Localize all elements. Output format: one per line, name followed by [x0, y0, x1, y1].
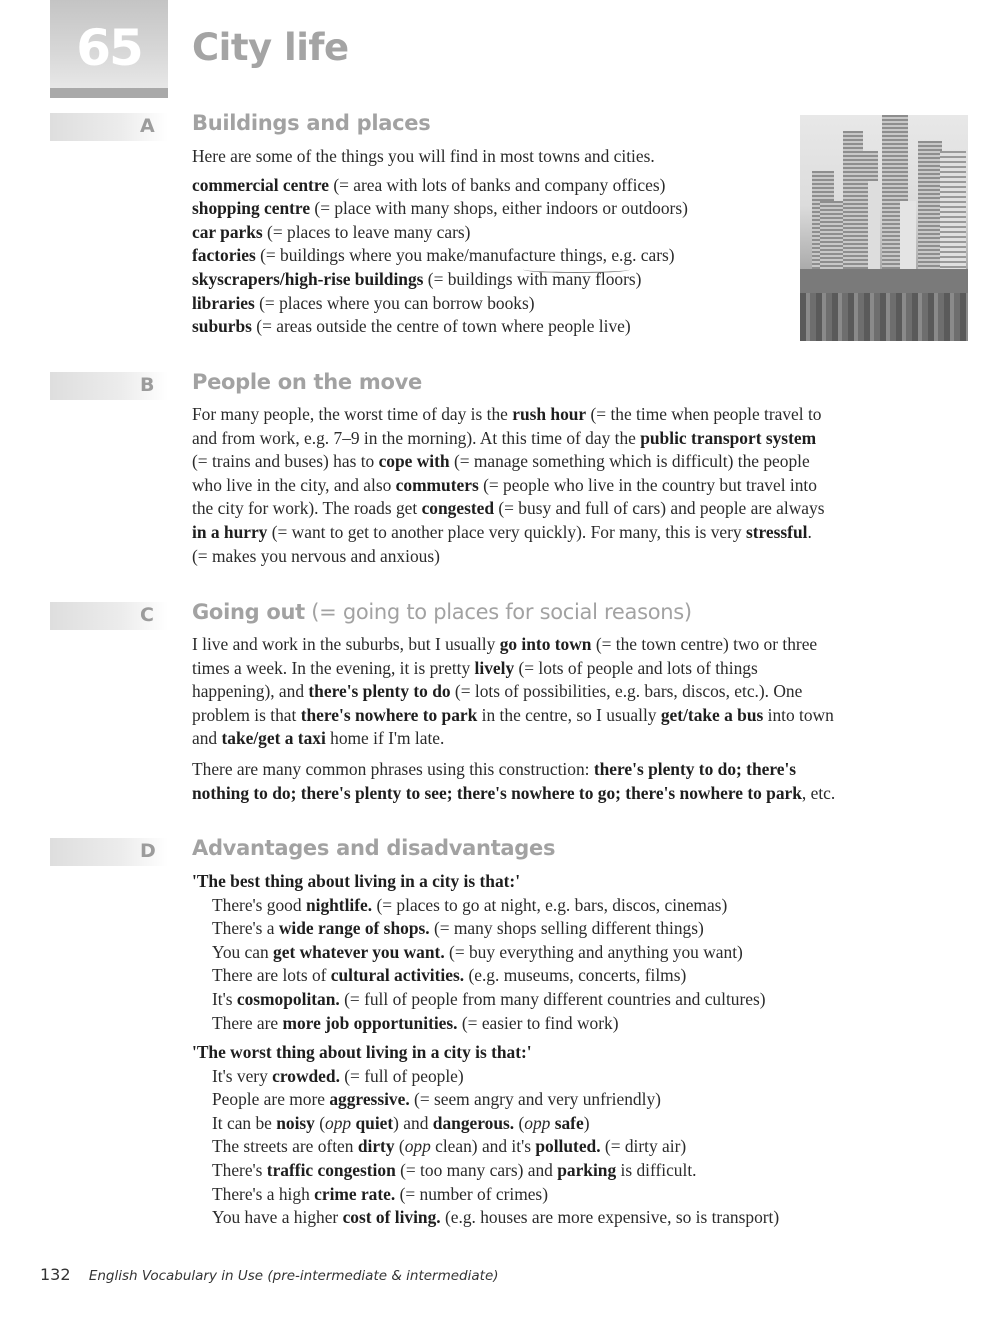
key-term: take/get a taxi	[221, 728, 326, 749]
key-term: dangerous.	[432, 1112, 515, 1133]
section-c-letter: C	[140, 604, 154, 626]
key-term: traffic congestion	[266, 1159, 396, 1180]
section-c-paragraph-2	[192, 758, 835, 805]
text-run: (= full of people)	[339, 1065, 464, 1086]
key-term: in a hurry	[192, 521, 268, 542]
section-d-heading: Advantages and disadvantages	[192, 836, 556, 860]
text-run: There's	[212, 1159, 267, 1180]
vocab-term: commercial centre	[192, 174, 329, 195]
key-term: rush hour	[512, 404, 587, 424]
book-title: English Vocabulary in Use (pre-intermediate & intermediate)	[88, 1268, 499, 1284]
vocab-item	[192, 315, 688, 339]
text-run: , etc.	[801, 782, 836, 803]
key-term: wide range of shops.	[278, 918, 430, 939]
key-term: parking	[557, 1159, 617, 1180]
text-run: (= seem angry and very unfriendly)	[409, 1089, 661, 1110]
key-term: there's plenty to do	[308, 681, 451, 702]
text-run: I live and work in the suburbs, but I usually	[192, 634, 500, 654]
pen-underline-mark	[523, 266, 630, 273]
section-d-best	[192, 870, 766, 1035]
text-run: It can be	[212, 1112, 277, 1133]
text-run: who live in the city, and also	[192, 474, 396, 495]
section-a-heading: Buildings and places	[192, 111, 431, 135]
text-run: The streets are often	[212, 1136, 358, 1157]
text-run: (= the time when people travel to	[586, 404, 822, 424]
city-skyline-photo	[800, 115, 968, 341]
disadvantage-item	[212, 1206, 779, 1230]
text-run: clean) and it's	[430, 1136, 536, 1157]
text-run: You have a higher	[212, 1207, 343, 1228]
section-a-intro: Here are some of the things you will find in most towns and cities.	[192, 146, 655, 166]
text-run: (= places to go at night, e.g. bars, discos, cinemas)	[372, 894, 728, 915]
text-run: (= trains and buses) has to	[192, 451, 379, 472]
text-run: For many people, the worst time of day is the	[192, 404, 513, 424]
section-c-paragraph-1	[192, 633, 834, 751]
text-run: There's a high	[212, 1183, 315, 1204]
text-run: into town	[763, 704, 834, 725]
page-footer	[40, 1265, 499, 1284]
key-term: public transport system	[640, 427, 817, 448]
section-d-letter: D	[140, 840, 156, 862]
section-b-body	[192, 403, 824, 568]
unit-number: 65	[76, 19, 142, 77]
text-run: People are more	[212, 1089, 330, 1110]
vocab-item	[192, 174, 688, 198]
text-run: (= makes you nervous and anxious)	[192, 545, 440, 566]
text-run: (= easier to find work)	[457, 1012, 619, 1033]
section-a-list	[192, 174, 688, 339]
text-run: There's a	[212, 918, 279, 939]
vocab-term: factories	[192, 245, 256, 266]
key-term: cope with	[378, 451, 450, 472]
paragraph-line	[192, 427, 824, 451]
advantage-item	[212, 894, 766, 918]
text-run: happening), and	[192, 681, 309, 702]
text-run: (= people who live in the country but travel into	[478, 474, 817, 495]
text-run: (= lots of possibilities, e.g. bars, discos, etc.). One	[450, 681, 803, 702]
key-term: congested	[421, 498, 495, 519]
text-run: It's very	[212, 1065, 273, 1086]
text-run: (= too many cars) and	[395, 1159, 558, 1180]
paragraph-line	[192, 521, 824, 545]
disadvantage-item	[212, 1159, 779, 1183]
text-run: There are	[212, 1012, 283, 1033]
unit-number-box	[50, 0, 168, 98]
vocab-item	[192, 292, 688, 316]
key-term: polluted.	[535, 1136, 601, 1157]
paragraph-line	[192, 633, 834, 657]
text-run: (	[394, 1136, 405, 1157]
vocab-definition: (= places where you can borrow books)	[254, 292, 535, 313]
vocab-definition: (= area with lots of banks and company offices)	[328, 174, 666, 195]
section-c-heading	[192, 600, 692, 624]
key-term: there's nowhere to park	[300, 704, 478, 725]
section-c-heading-title: Going out	[192, 600, 305, 624]
advantage-item	[212, 941, 766, 965]
text-run: (	[514, 1112, 525, 1133]
abbreviation: opp	[325, 1112, 352, 1133]
unit-title: City life	[192, 26, 349, 69]
vocab-term: car parks	[192, 221, 263, 242]
text-run: There are lots of	[212, 965, 331, 986]
key-term: nightlife.	[305, 894, 373, 915]
text-run: (= busy and full of cars) and people are always	[494, 498, 825, 519]
key-term: quiet	[355, 1112, 394, 1133]
text-run: There's good	[212, 894, 306, 915]
key-term: crowded.	[272, 1065, 340, 1086]
text-run: and	[192, 728, 222, 749]
key-term: aggressive.	[329, 1089, 410, 1110]
paragraph-line	[192, 727, 834, 751]
key-term: cultural activities.	[330, 965, 465, 986]
key-term: get whatever you want.	[273, 941, 445, 962]
vocab-definition: (= place with many shops, either indoors or outdoors)	[310, 198, 688, 219]
key-term: there's plenty to do; there's	[593, 759, 797, 779]
text-run: It's	[212, 988, 237, 1009]
disadvantage-item	[212, 1135, 779, 1159]
key-term: commuters	[395, 474, 479, 495]
text-run: (= want to get to another place very quickly). For many, this is very	[267, 521, 746, 542]
best-intro: 'The best thing about living in a city is that:'	[192, 871, 521, 891]
text-run: ) and	[393, 1112, 433, 1133]
key-term: cosmopolitan.	[236, 988, 340, 1009]
key-term: more job opportunities.	[282, 1012, 458, 1033]
text-run: and from work, e.g. 7–9 in the morning). At this time of day the	[192, 427, 641, 448]
section-c-heading-gloss: (= going to places for social reasons)	[304, 600, 692, 624]
text-run: (= number of crimes)	[395, 1183, 548, 1204]
advantage-item	[212, 1012, 766, 1036]
text-run: You can	[212, 941, 274, 962]
vocab-definition: (= buildings where you make/manufacture things, e.g. cars)	[255, 245, 675, 266]
paragraph-line	[192, 474, 824, 498]
key-term: cost of living.	[342, 1207, 441, 1228]
paragraph-line	[192, 704, 834, 728]
vocab-item	[192, 244, 688, 268]
worst-intro: 'The worst thing about living in a city is that:'	[192, 1042, 532, 1062]
vocab-term: libraries	[192, 292, 255, 313]
disadvantage-item	[212, 1065, 779, 1089]
paragraph-line	[192, 758, 835, 782]
vocab-term: skyscrapers/high-rise buildings	[192, 268, 424, 289]
section-a-body	[192, 145, 688, 339]
section-b-heading: People on the move	[192, 370, 422, 394]
vocab-definition: (= buildings with many floors)	[423, 268, 642, 289]
text-run: .	[807, 521, 812, 542]
paragraph-line	[192, 497, 824, 521]
section-b-letter: B	[140, 374, 155, 396]
text-run: (e.g. houses are more expensive, so is transport)	[440, 1207, 780, 1228]
unit-box-bar	[50, 88, 168, 98]
advantage-item	[212, 917, 766, 941]
disadvantage-item	[212, 1112, 779, 1136]
paragraph-line	[192, 782, 835, 806]
paragraph-line	[192, 545, 824, 569]
key-term: get/take a bus	[660, 704, 764, 725]
text-run: (= buy everything and anything you want)	[444, 941, 743, 962]
text-run: in the centre, so I usually	[477, 704, 661, 725]
disadvantage-item	[212, 1183, 779, 1207]
text-run: (= manage something which is difficult) the people	[449, 451, 810, 472]
text-run: (= many shops selling different things)	[429, 918, 704, 939]
vocab-definition: (= areas outside the centre of town where people live)	[251, 316, 631, 337]
text-run: (e.g. museums, concerts, films)	[464, 965, 687, 986]
advantage-item	[212, 988, 766, 1012]
text-run: problem is that	[192, 704, 301, 725]
disadvantage-item	[212, 1088, 779, 1112]
text-run: (= full of people from many different countries and cultures)	[339, 988, 766, 1009]
vocab-term: suburbs	[192, 316, 252, 337]
text-run: home if I'm late.	[325, 728, 445, 749]
key-term: go into town	[499, 634, 592, 654]
vocab-term: shopping centre	[192, 198, 311, 219]
key-term: stressful	[745, 521, 808, 542]
vocab-definition: (= places to leave many cars)	[262, 221, 471, 242]
vocab-item	[192, 197, 688, 221]
key-term: nothing to do; there's plenty to see; there's nowhere to go; there's nowhere to park	[192, 782, 802, 803]
paragraph-line	[192, 657, 834, 681]
text-run: the city for work). The roads get	[192, 498, 422, 519]
advantage-item	[212, 964, 766, 988]
vocab-item	[192, 221, 688, 245]
section-a-letter: A	[140, 115, 155, 137]
paragraph-line	[192, 680, 834, 704]
key-term: noisy	[276, 1112, 315, 1133]
text-run: is difficult.	[616, 1159, 697, 1180]
text-run: There are many common phrases using this construction:	[192, 759, 594, 779]
text-run: (= the town centre) two or three	[591, 634, 818, 654]
worst-list	[192, 1065, 779, 1230]
key-term: dirty	[357, 1136, 395, 1157]
key-term: safe	[554, 1112, 584, 1133]
paragraph-line	[192, 450, 824, 474]
text-run: (= dirty air)	[600, 1136, 687, 1157]
key-term: crime rate.	[314, 1183, 396, 1204]
key-term: lively	[474, 657, 515, 678]
abbreviation: opp	[404, 1136, 431, 1157]
best-list	[192, 894, 766, 1036]
text-run: )	[583, 1112, 590, 1133]
abbreviation: opp	[524, 1112, 551, 1133]
text-run: (	[314, 1112, 326, 1133]
paragraph-line	[192, 403, 824, 427]
text-run: times a week. In the evening, it is pretty	[192, 657, 475, 678]
text-run: (= lots of people and lots of things	[514, 657, 758, 678]
page-number: 132	[40, 1265, 71, 1284]
section-d-worst	[192, 1041, 779, 1230]
